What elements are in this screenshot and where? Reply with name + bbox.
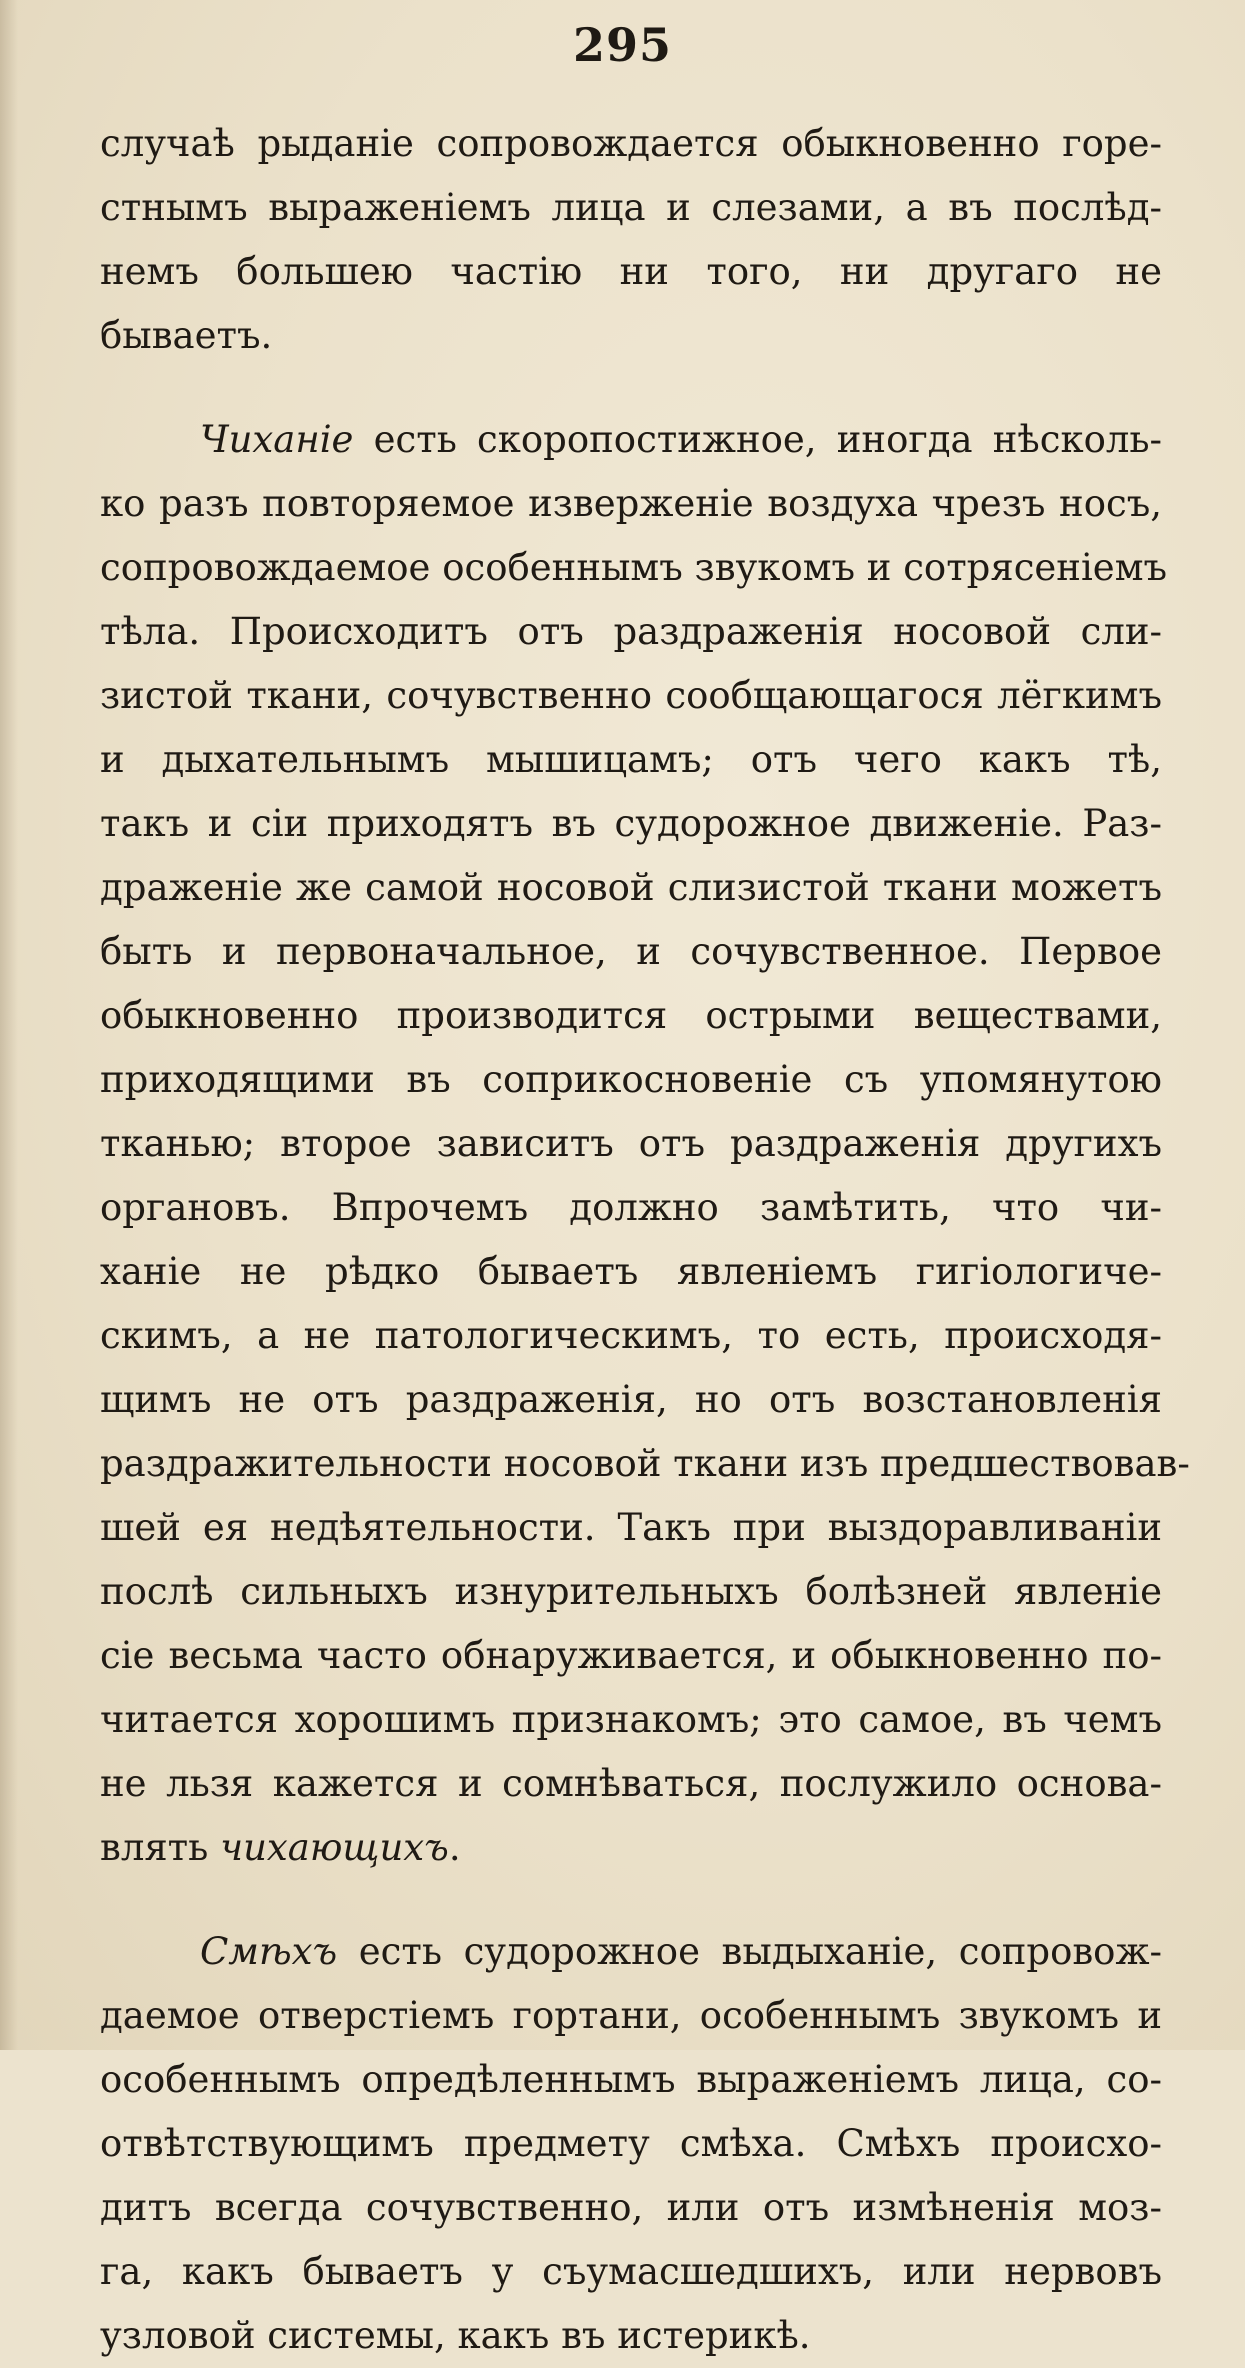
text-line: тѣла. Происходитъ отъ раздраженія носовой сли- (100, 610, 1162, 653)
paragraph-1 (100, 112, 1162, 368)
paragraph-laughter (100, 1920, 1162, 2368)
text-line: не льзя кажется и сомнѣваться, послужило основа- (100, 1762, 1162, 1805)
text-line: драженіе же самой носовой слизистой ткани можетъ (100, 866, 1162, 909)
spine-shadow (0, 0, 18, 2050)
text-line: скимъ, а не патологическимъ, то есть, происходя- (100, 1314, 1162, 1357)
text-span: . (448, 1826, 461, 1869)
text-line: даемое отверстіемъ гортани, особеннымъ звукомъ и (100, 1994, 1162, 2037)
text-line: сопровождаемое особеннымъ звукомъ и сотрясеніемъ (100, 546, 1168, 589)
text-line: бываетъ. (100, 314, 273, 357)
paragraph-gap (100, 1880, 1162, 1920)
text-line: ко разъ повторяемое изверженіе воздуха чрезъ носъ, (100, 482, 1162, 525)
text-line: приходящими въ соприкосновеніе съ упомянутою (100, 1058, 1162, 1101)
text-line: отвѣтствующимъ предмету смѣха. Смѣхъ происхо- (100, 2122, 1162, 2165)
text-span: есть судорожное выдыханіе, сопровож- (337, 1930, 1162, 1973)
text-line: зистой ткани, сочувственно сообщающагося лёгкимъ (100, 674, 1162, 717)
term-laughter: Смѣхъ (200, 1930, 338, 1973)
text-line: и дыхательнымъ мышицамъ; отъ чего какъ тѣ, (100, 738, 1162, 781)
text-line: га, какъ бываетъ у съумасшедшихъ, или нервовъ (100, 2250, 1162, 2293)
text-line (100, 1920, 1162, 1984)
text-block (100, 112, 1190, 2368)
text-line (100, 408, 1162, 472)
paragraph-sneezing (100, 408, 1190, 1880)
text-line: особеннымъ опредѣленнымъ выраженіемъ лица, со- (100, 2058, 1162, 2101)
text-line: стнымъ выраженіемъ лица и слезами, а въ послѣд- (100, 186, 1162, 229)
text-line: органовъ. Впрочемъ должно замѣтить, что чи- (100, 1186, 1162, 1229)
paragraph-gap (100, 368, 1162, 408)
text-line: шей ея недѣятельности. Такъ при выздоравливаніи (100, 1506, 1162, 1549)
text-line: тканью; второе зависитъ отъ раздраженія другихъ (100, 1122, 1162, 1165)
text-span: есть скоропостижное, иногда нѣсколь- (353, 418, 1162, 461)
text-span: влять (100, 1826, 221, 1869)
text-line: сіе весьма часто обнаруживается, и обыкновенно по- (100, 1634, 1162, 1677)
text-line (100, 1816, 1162, 1880)
text-line: ханіе не рѣдко бываетъ явленіемъ гигіологиче- (100, 1250, 1162, 1293)
term-sneezers: чихающихъ (220, 1826, 449, 1869)
text-line: раздражительности носовой ткани изъ предшествовав- (100, 1442, 1190, 1485)
text-line: узловой системы, какъ въ истерикѣ. (100, 2314, 811, 2357)
text-line: щимъ не отъ раздраженія, но отъ возстановленія (100, 1378, 1162, 1421)
text-line: быть и первоначальное, и сочувственное. Первое (100, 930, 1162, 973)
page-number: 295 (572, 18, 673, 72)
text-line: такъ и сіи приходятъ въ судорожное движеніе. Раз- (100, 802, 1162, 845)
text-line: немъ большею частію ни того, ни другаго не (100, 250, 1162, 293)
text-line: случаѣ рыданіе сопровождается обыкновенно горе- (100, 122, 1162, 165)
text-line: дитъ всегда сочувственно, или отъ измѣненія моз- (100, 2186, 1162, 2229)
text-line: читается хорошимъ признакомъ; это самое, въ чемъ (100, 1698, 1162, 1741)
term-sneezing: Чиханіе (200, 418, 354, 461)
text-line: послѣ сильныхъ изнурительныхъ болѣзней явленіе (100, 1570, 1162, 1613)
text-line: обыкновенно производится острыми веществами, (100, 994, 1162, 1037)
